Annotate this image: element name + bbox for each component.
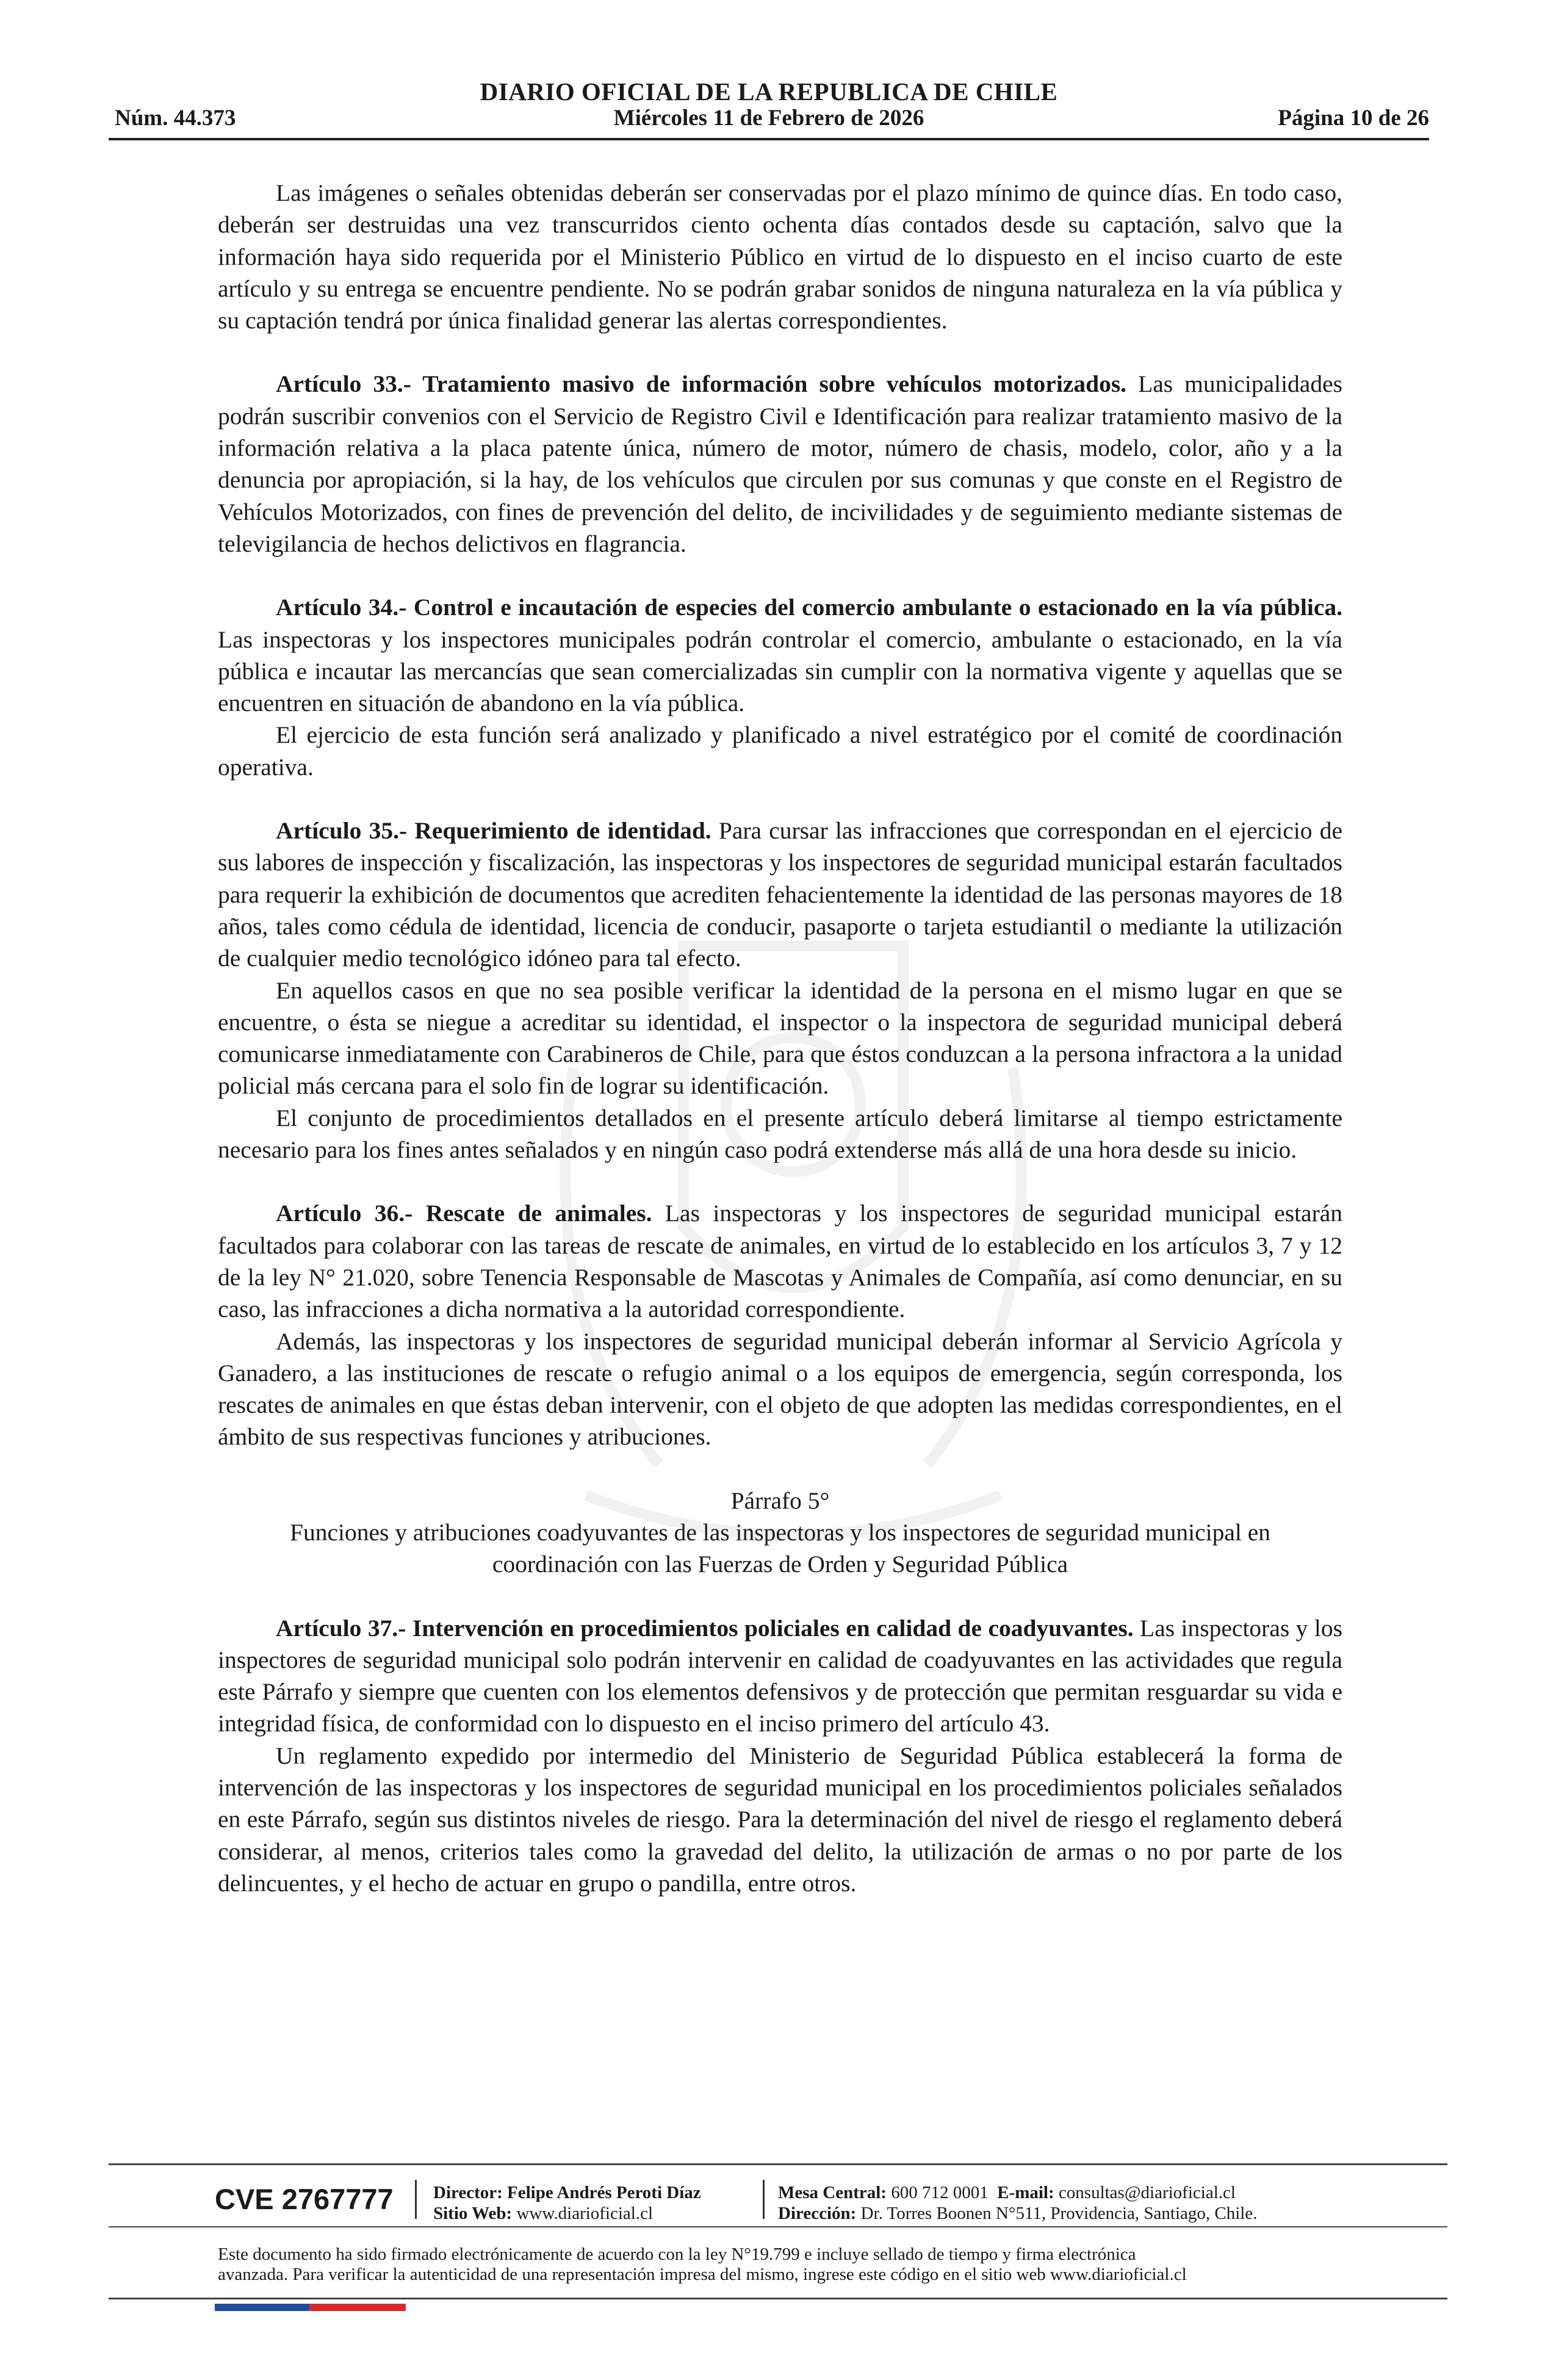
- article-33: [218, 368, 1342, 560]
- website-line: [433, 2203, 701, 2224]
- legal-notice: [218, 2245, 1342, 2285]
- article-title: Artículo 33.- Tratamiento masivo de información sobre vehículos motorizados.: [276, 370, 1127, 398]
- paragraph: Las imágenes o señales obtenidas deberán ser conservadas por el plazo mínimo de quince días. En todo caso, deberán ser destruidas una vez transcurridos ciento ochenta días contados desde su captación, salvo que la información haya sido requerida por el Ministerio Público en virtud de lo dispuesto en el inciso cuarto de este artículo y su entrega se encuentre pendiente. No se podrán grabar sonidos de ninguna naturaleza en la vía pública y su captación tendrá por única finalidad generar las alertas correspondientes.: [218, 179, 1342, 334]
- article-title: Artículo 35.- Requerimiento de identidad.: [276, 817, 711, 845]
- cve-code: CVE 2767777: [215, 2183, 394, 2215]
- flag-stripe-red: [309, 2304, 406, 2311]
- footer-separator: [763, 2180, 765, 2219]
- paragraph: Además, las inspectoras y los inspectores de seguridad municipal deberán informar al Servicio Agrícola y Ganadero, a las instituciones de rescate o refugio animal o a los equipos de emergencia, según corresponda, los rescates de animales en que éstas deban intervenir, con el objeto de que adopten las medidas correspondientes, en el ámbito de sus respectivas funciones y atribuciones.: [218, 1327, 1342, 1451]
- flag-stripe-blue: [215, 2304, 309, 2311]
- footer-separator: [415, 2180, 417, 2219]
- newspaper-title: DIARIO OFICIAL DE LA REPUBLICA DE CHILE: [480, 78, 1058, 106]
- issue-number: Núm. 44.373: [115, 106, 236, 131]
- section-subtitle-line-1: Funciones y atribuciones coadyuvantes de las inspectoras y los inspectores de seguridad municipal en: [289, 1518, 1270, 1546]
- article-35: [218, 815, 1342, 974]
- article-34: [218, 591, 1342, 719]
- mesa-phone: 600 712 0001: [891, 2183, 989, 2202]
- section-heading: Párrafo 5°: [730, 1487, 830, 1514]
- article-37: [218, 1612, 1342, 1740]
- footer-divider-top: [109, 2163, 1447, 2165]
- director-label: Director:: [433, 2183, 503, 2202]
- header-divider: [109, 138, 1429, 140]
- article-text: Las inspectoras y los inspectores municipales podrán controlar el comercio, ambulante o estacionado, en la vía pública e incautar las mercancías que sean comercializadas sin cumplir con la normativa vigente y aquellas que se encuentren en situación de abandono en la vía pública.: [218, 626, 1342, 717]
- page-header: [109, 72, 1429, 142]
- director-line: [433, 2182, 701, 2203]
- address-line: [778, 2203, 1257, 2224]
- issue-date: Miércoles 11 de Febrero de 2026: [613, 106, 924, 131]
- article-title: Artículo 36.- Rescate de animales.: [276, 1200, 652, 1227]
- website-link[interactable]: www.diarioficial.cl: [516, 2204, 654, 2223]
- article-text: Las inspectoras y los inspectores de seguridad municipal estarán facultados para colaborar con las tareas de rescate de animales, en virtud de lo establecido en los artículos 3, 7 y 12 de la ley N° 21.020, sobre Tenencia Responsable de Mascotas y Animales de Compañía, así como denunciar, en su caso, las infracciones a dicha normativa a la autoridad correspondiente.: [218, 1200, 1343, 1323]
- article-text: Para cursar las infracciones que correspondan en el ejercicio de sus labores de inspección y fiscalización, las inspectoras y los inspectores de seguridad municipal estarán facultados para requerir la exhibición de documentos que acrediten fehacientemente la identidad de las personas mayores de 18 años, tales como cédula de identidad, licencia de conducir, pasaporte o tarjeta estudiantil o mediante la utilización de cualquier medio tecnológico idóneo para tal efecto.: [218, 817, 1342, 972]
- footer-divider-middle: [109, 2226, 1447, 2227]
- page-number: Página 10 de 26: [1278, 106, 1429, 131]
- article-text: Las inspectoras y los inspectores de seguridad municipal solo podrán intervenir en calidad de coadyuvantes en las actividades que regula este Párrafo y siempre que cuenten con los elementos defensivos y de protección que permitan resguardar su vida e integridad física, de conformidad con lo dispuesto en el inciso primero del artículo 43.: [218, 1614, 1342, 1737]
- article-title: Artículo 37.- Intervención en procedimientos policiales en calidad de coadyuvantes.: [276, 1614, 1134, 1642]
- paragraph: En aquellos casos en que no sea posible verificar la identidad de la persona en el mismo lugar en que se encuentre, o ésta se niegue a acreditar su identidad, el inspector o la inspectora de seguridad municipal deberá comunicarse inmediatamente con Carabineros de Chile, para que éstos conduzcan a la persona infractora a la unidad policial más cercana para el solo fin de lograr su identificación.: [218, 976, 1342, 1100]
- paragraph: El ejercicio de esta función será analizado y planificado a nivel estratégico por el comité de coordinación operativa.: [218, 721, 1342, 781]
- paragraph: El conjunto de procedimientos detallados en el presente artículo deberá limitarse al tiempo estrictamente necesario para los fines antes señalados y en ningún caso podrá extenderse más allá de una hora desde su inicio.: [218, 1104, 1342, 1164]
- footer-divider-bottom: [109, 2298, 1447, 2299]
- address-value: Dr. Torres Boonen N°511, Providencia, Santiago, Chile.: [860, 2204, 1258, 2223]
- article-36: [218, 1197, 1342, 1325]
- contact-line: [778, 2182, 1257, 2203]
- email-label: E-mail:: [997, 2183, 1054, 2202]
- legal-line-1: Este documento ha sido firmado electrónicamente de acuerdo con la ley N°19.799 e incluye sellado de tiempo y firma electrónica: [218, 2245, 1136, 2264]
- website-label: Sitio Web:: [433, 2204, 513, 2223]
- document-body: [218, 177, 1342, 1899]
- mesa-label: Mesa Central:: [778, 2183, 887, 2202]
- footer-director-block: [433, 2182, 701, 2224]
- address-label: Dirección:: [778, 2204, 857, 2223]
- footer-contact-block: [778, 2182, 1257, 2224]
- paragraph: Un reglamento expedido por intermedio del Ministerio de Seguridad Pública establecerá la forma de intervención de las inspectoras y los inspectores de seguridad municipal en los procedimientos policiales señalados en este Párrafo, según sus distintos niveles de riesgo. Para la determinación del nivel de riesgo el reglamento deberá considerar, al menos, criterios tales como la gravedad del delito, la utilización de armas o no por parte de los delincuentes, y el hecho de actuar en grupo o pandilla, entre otros.: [218, 1742, 1342, 1897]
- section-subtitle-line-2: coordinación con las Fuerzas de Orden y Seguridad Pública: [492, 1551, 1068, 1578]
- email-link[interactable]: consultas@diarioficial.cl: [1058, 2183, 1236, 2202]
- director-name: Felipe Andrés Peroti Díaz: [507, 2183, 701, 2202]
- article-text: Las municipalidades podrán suscribir convenios con el Servicio de Registro Civil e Identificación para realizar tratamiento masivo de la información relativa a la placa patente única, número de motor, número de chasis, modelo, color, año y a la denuncia por apropiación, si la hay, de los vehículos que circulen por sus comunas y que conste en el Registro de Vehículos Motorizados, con fines de prevención del delito, de incivilidades y de seguimiento mediante sistemas de televigilancia de hechos delictivos en flagrancia.: [218, 370, 1342, 557]
- article-title: Artículo 34.- Control e incautación de especies del comercio ambulante o estacionado en la vía pública.: [276, 594, 1342, 621]
- legal-line-2: avanzada. Para verificar la autenticidad de una representación impresa del mismo, ingrese este código en el sitio web www.diarioficial.cl: [218, 2265, 1187, 2284]
